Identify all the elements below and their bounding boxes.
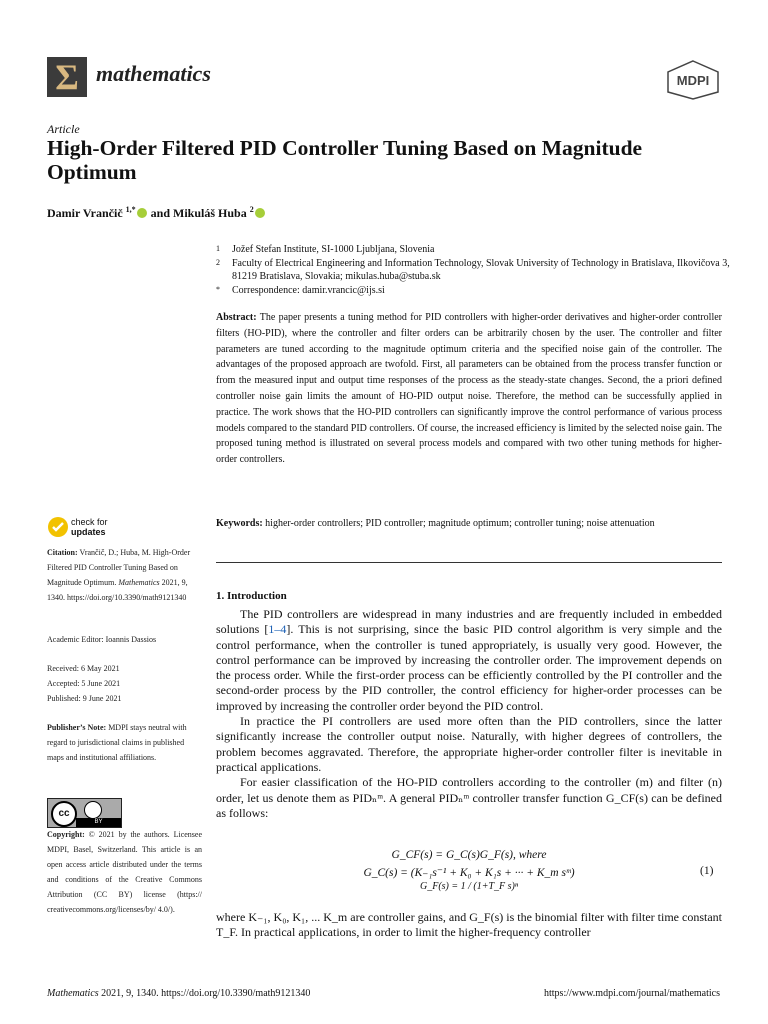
equation-line-3: G_F(s) = 1 / (1+T_F s)ⁿ [419,881,519,892]
copyright: Copyright: © 2021 by the authors. Licensee MDPI, Basel, Switzerland. This article is an open access article distributed under the terms and conditions of the Creative Commons Attribution (CC BY) license (https:// creativecommons.org/licenses/by/ 4.0/). [47,830,203,914]
mdpi-text: MDPI [676,73,710,88]
abstract: Abstract: The paper presents a tuning method for PID controllers with higher-order derivatives and higher-order controller filters (HO-PID), where the controller and filter orders can be arbitrarily chosen by the user. The controller and filter parameters are tuned according to the magnitude optimum criteria and the specified noise gain of the controller. The advantages of the proposed approach are twofold. First, all parameters can be obtained from the process transfer function or from the measured input and output time responses of the process as the steady-state changes. Second, the a priori defined controller noise gain limits the amount of HO-PID output noise. Therefore, the method can be successfully applied in practice. The work shows that the HO-PID controllers can significantly improve the control performance of various process models compared to the standard PID controllers. Of course, the increased efficiency is limited by the selected noise gain. The proposed tuning method is illustrated on several process models and compared with two other tuning methods for higher-order controllers. [216,312,723,466]
author-1-affil: 1,* [125,205,136,214]
mdpi-logo [666,60,720,100]
footer-citation: Mathematics 2021, 9, 1340. https://doi.org/10.3390/math9121340 [47,988,311,999]
citation-doi-link[interactable]: https://doi.org/10.3390/math9121340 [67,593,187,602]
author-list [47,205,266,221]
received-date: Received: 6 May 2021 [47,664,120,673]
orcid-icon[interactable] [137,208,147,218]
cc-icon: cc [51,801,77,827]
intro-body [216,607,722,821]
accepted-date: Accepted: 5 June 2021 [47,679,121,688]
equation-line-1: G_CF(s) = G_C(s)G_F(s), where [391,849,547,861]
cc-by-license-icon[interactable] [47,798,122,828]
divider [216,562,722,563]
person-icon [84,801,102,819]
sigma-icon: Σ [55,57,79,97]
author-1[interactable]: Damir Vrančič [47,206,123,220]
section-heading: 1. Introduction [216,590,287,602]
footer-journal-url[interactable]: https://www.mdpi.com/journal/mathematics [544,988,720,999]
citation-link[interactable]: 1–4 [268,622,287,637]
intro-paragraph-1: The PID controllers are widespread in many industries and are frequently included in embedded solutions [1–4]. This is not surprising, since the basic PID control algorithm is very simple and the control performance, when the controller is tuned appropriately, is usually very good. However, the control performance can be improved by increasing the controller order. The improvement depends on the process order. While the first-order process can be efficiently controlled by the PI controller and the second-order process by the PID controller, the control efficiency for higher-order processes can be improved by increasing the controller order beyond the PID control. [216,607,723,713]
citation-block: Citation: Vrančič, D.; Huba, M. High-Order Filtered PID Controller Tuning Based on Magnitude Optimum. Mathematics 2021, 9, 1340. https://doi.org/10.3390/math9121340 [47,548,191,602]
equation-number: (1) [700,865,714,877]
journal-name: mathematics [96,61,211,86]
academic-editor: Academic Editor: Ioannis Dassios [47,635,157,644]
journal-logo [47,57,87,97]
author-2-affil: 2 [249,205,254,214]
check-line-1: check for [71,517,108,527]
article-type: Article [47,122,80,136]
author-2[interactable]: Mikuláš Huba [173,206,247,220]
check-updates-icon [47,516,69,538]
intro-paragraph-2: In practice the PI controllers are used more often than the PID controllers, since the latter significantly increase the controller output noise. Naturally, with higher degrees of controllers, the problem becomes aggravated. Therefore, the appropriate higher-order controller filter is inevitable in practical applications. [216,714,722,774]
by-label: BY [76,818,121,827]
paper-title: High-Order Filtered PID Controller Tuning Based on Magnitude Optimum [47,136,643,184]
equation-line-2: G_C(s) = (K₋₁s⁻¹ + K₀ + K₁s + ··· + K_m sᵐ) [363,867,575,879]
orcid-icon[interactable] [255,208,265,218]
publisher-note: Publisher’s Note: MDPI stays neutral with regard to jurisdictional claims in published maps and institutional affiliations. [47,723,187,762]
keywords: Keywords: higher-order controllers; PID controller; magnitude optimum; controller tuning; noise attenuation [216,518,655,529]
author-and: and [150,206,171,220]
intro-paragraph-3: For easier classification of the HO-PID controllers according to the controller (m) and filter (n) order, let us denote them as PIDₙᵐ. A general PIDₙᵐ controller transfer function G_CF(s) can be defined as follows: [216,775,722,820]
intro-paragraph-4: where K₋₁, K₀, K₁, ... K_m are controller gains, and G_F(s) is the binomial filter with filter time constant T_F. In practical applications, in order to limit the higher-frequency controller [216,910,722,940]
published-date: Published: 9 June 2021 [47,694,122,703]
check-line-2: updates [71,527,106,537]
